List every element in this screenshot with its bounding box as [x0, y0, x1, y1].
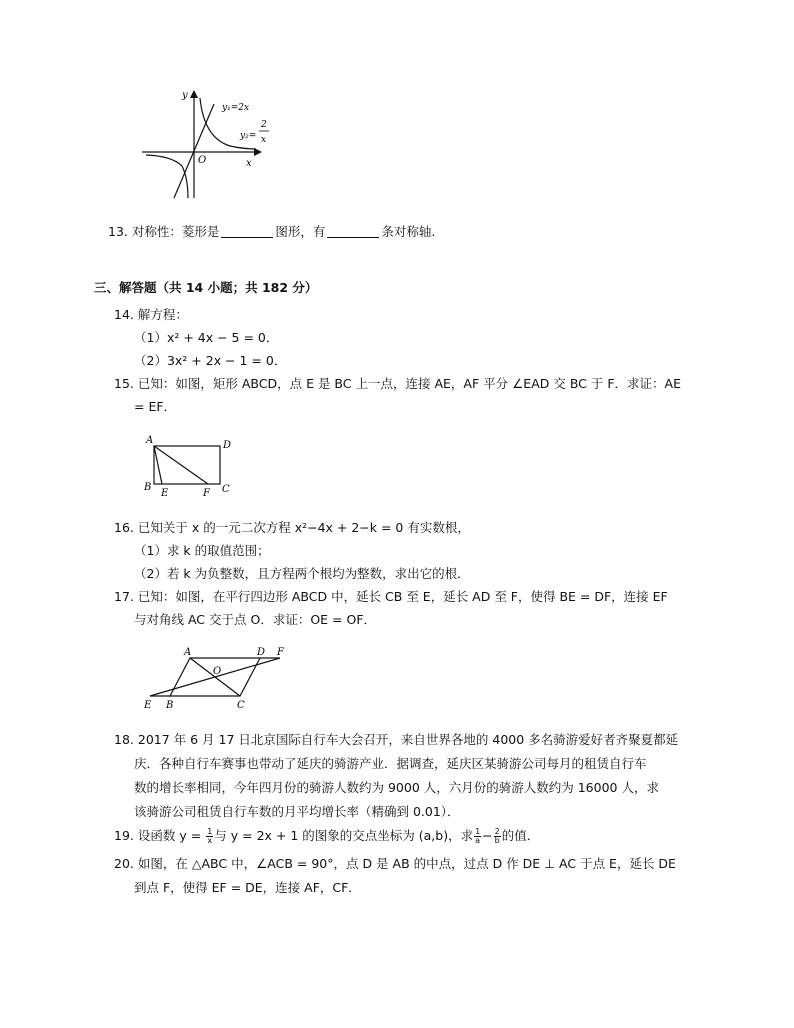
q18-line-1: 2017 年 6 月 17 日北京国际自行车大会召开，来自世界各地的 4000 多名骑游爱好者齐聚夏都延: [137, 732, 679, 747]
y2-denominator: x: [261, 135, 267, 145]
answer-blank[interactable]: [221, 225, 273, 238]
q19-text-c: 的值．: [501, 828, 540, 843]
hyperbola-branch-q3: [146, 155, 188, 198]
denominator: a: [475, 836, 481, 845]
question-18: [114, 731, 678, 749]
rectangle-figure: [140, 428, 240, 500]
q20-line-2: 到点 F，使得 EF = DE，连接 AF，CF．: [134, 880, 361, 895]
question-14: [114, 306, 188, 324]
q19-text-b: 与 y = 2x + 1 的图象的交点坐标为 (a,b)，求: [214, 828, 474, 843]
origin-label: O: [198, 155, 207, 166]
fraction-1-over-x: [206, 828, 213, 845]
q16-part-1: （1）求 k 的取值范围；: [134, 543, 270, 558]
q18-line-2: 庆．各种自行车赛事也带动了延庆的骑游产业．据调查，延庆区某骑游公司每月的租赁自行车: [134, 756, 647, 771]
fraction-1-over-a: [474, 828, 481, 845]
q13-text-b: 图形，有: [275, 224, 326, 239]
point-e-label: E: [161, 488, 169, 499]
q14-text: 解方程：: [137, 307, 188, 322]
section-title: 三、解答题（共 14 小题；共 182 分）: [94, 280, 318, 295]
numerator: 1: [207, 827, 213, 836]
q16-part-2: （2）若 k 为负整数，且方程两个根均为整数，求出它的根．: [134, 566, 470, 581]
question-number: 14.: [114, 307, 134, 322]
minus-sign: −: [482, 828, 493, 843]
q14-part-2: （2）3x² + 2x − 1 = 0．: [134, 353, 287, 368]
y1-label: y₁=2x: [222, 103, 250, 113]
segment-ae: [154, 446, 162, 484]
q16-line-1: 已知关于 x 的一元二次方程 x²−4x + 2−k = 0 有实数根，: [137, 520, 470, 535]
segment-ef: [150, 658, 280, 696]
q17-line-2: 与对角线 AC 交于点 O．求证：OE = OF．: [134, 612, 377, 627]
numerator: 2: [494, 827, 500, 836]
question-17: [114, 588, 668, 606]
q18-line-4: 该骑游公司租赁自行车数的月平均增长率（精确到 0.01）．: [134, 804, 460, 819]
question-number: 20.: [114, 856, 134, 871]
q15-line-1: 已知：如图，矩形 ABCD，点 E 是 BC 上一点，连接 AE，AF 平分 ∠EAD 交 BC 于 F．求证：AE: [137, 376, 681, 391]
numerator: 1: [475, 827, 481, 836]
answer-blank[interactable]: [327, 225, 379, 238]
question-16: [114, 519, 470, 537]
question-number: 19.: [114, 828, 134, 843]
q13-text-c: 条对称轴.: [381, 224, 436, 239]
question-number: 16.: [114, 520, 134, 535]
q20-line-1: 如图，在 △ABC 中，∠ACB = 90°，点 D 是 AB 的中点，过点 D 作 DE ⊥ AC 于点 E，延长 DE: [137, 856, 676, 871]
point-b-label: B: [166, 700, 174, 711]
point-a-label: A: [146, 435, 154, 446]
question-13: [108, 223, 435, 241]
point-a-label: A: [184, 647, 192, 658]
q17-line-1: 已知：如图，在平行四边形 ABCD 中，延长 CB 至 E，延长 AD 至 F，使得 BE = DF，连接 EF: [137, 589, 668, 604]
question-19: [114, 827, 539, 845]
point-d-label: D: [257, 647, 266, 658]
q14-part-1: （1）x² + 4x − 5 = 0．: [134, 330, 279, 345]
denominator: x: [207, 836, 213, 845]
point-c-label: C: [222, 484, 230, 495]
function-graph: [138, 86, 278, 206]
y2-label: y₂=: [240, 131, 257, 141]
question-15: [114, 375, 681, 393]
point-c-label: C: [237, 700, 245, 711]
fraction-2-over-b: [494, 828, 501, 845]
point-d-label: D: [223, 440, 232, 451]
point-f-label: F: [277, 647, 284, 658]
y-axis-label: y: [182, 90, 188, 101]
q15-line-2: = EF．: [134, 399, 177, 414]
question-number: 13.: [108, 224, 128, 239]
question-number: 18.: [114, 732, 134, 747]
q19-text-a: 设函数 y =: [137, 828, 202, 843]
parallelogram-figure: [140, 644, 300, 712]
point-b-label: B: [144, 482, 152, 493]
x-axis-label: x: [246, 158, 252, 169]
question-number: 15.: [114, 376, 134, 391]
y-axis-arrow: [190, 90, 198, 98]
point-o-label: O: [213, 666, 222, 677]
q18-line-3: 数的增长率相同，今年四月份的骑游人数约为 9000 人，六月份的骑游人数约为 16000 人，求: [134, 780, 659, 795]
rectangle-abcd: [154, 446, 220, 484]
y2-numerator: 2: [261, 120, 267, 130]
point-f-label: F: [203, 488, 210, 499]
question-20: [114, 855, 676, 873]
denominator: b: [494, 836, 500, 845]
point-e-label: E: [144, 700, 152, 711]
question-number: 17.: [114, 589, 134, 604]
q13-text-a: 对称性：菱形是: [131, 224, 220, 239]
segment-af: [154, 446, 208, 484]
